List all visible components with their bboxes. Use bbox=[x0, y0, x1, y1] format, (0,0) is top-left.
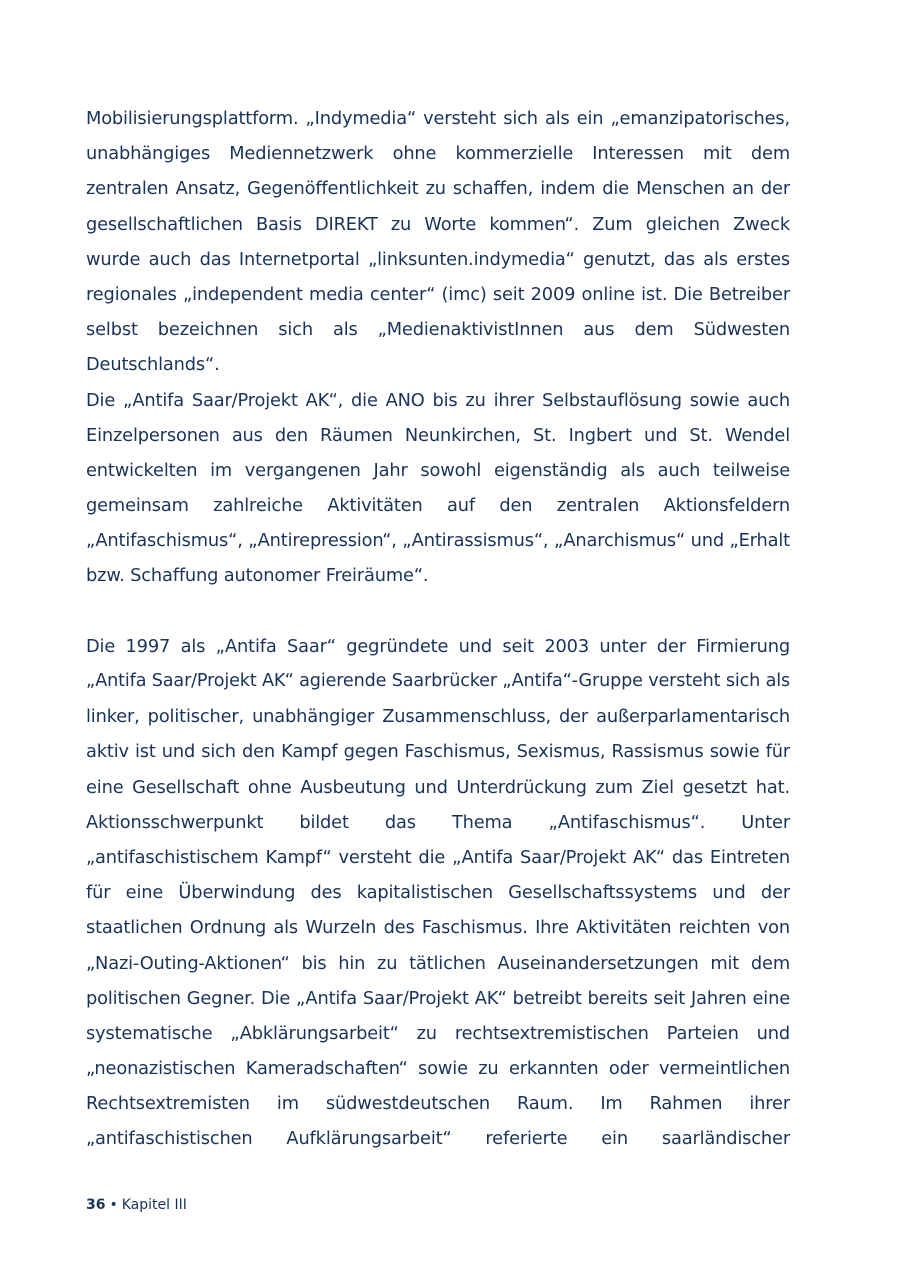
text-line: zentralen Ansatz, Gegenöffentlichkeit zu schaffen, indem die Menschen an der bbox=[86, 178, 790, 200]
text-line: linker, politischer, unabhängiger Zusammenschluss, der außerparlamentarisch bbox=[86, 706, 790, 728]
text-line: „antifaschistischen Aufklärungsarbeit“ referierte ein saarländischer bbox=[86, 1128, 790, 1150]
page-footer bbox=[86, 1197, 187, 1213]
text-line: „antifaschistischem Kampf“ versteht die „Antifa Saar/Projekt AK“ das Eintreten bbox=[86, 846, 790, 868]
text-line: Mobilisierungsplattform. „Indymedia“ versteht sich als ein „emanzipatorisches, bbox=[86, 108, 790, 129]
text-line: unabhängiges Mediennetzwerk ohne kommerzielle Interessen mit dem bbox=[86, 143, 790, 165]
text-line: „neonazistischen Kameradschaften“ sowie zu erkannten oder vermeintlichen bbox=[86, 1058, 790, 1080]
text-line: Aktionsschwerpunkt bildet das Thema „Antifaschismus“. Unter bbox=[86, 811, 790, 833]
chapter-label: Kapitel III bbox=[121, 1197, 187, 1213]
text-line: politischen Gegner. Die „Antifa Saar/Projekt AK“ betreibt bereits seit Jahren eine bbox=[86, 987, 790, 1009]
text-line: bzw. Schaffung autonomer Freiräume“. bbox=[86, 565, 429, 587]
text-line: gesellschaftlichen Basis DIREKT zu Worte kommen“. Zum gleichen Zweck bbox=[86, 213, 790, 235]
text-line: gemeinsam zahlreiche Aktivitäten auf den zentralen Aktionsfeldern bbox=[86, 495, 790, 517]
text-line: Deutschlands“. bbox=[86, 354, 220, 376]
body-text bbox=[86, 101, 790, 1157]
text-line: selbst bezeichnen sich als „MedienaktivistInnen aus dem Südwesten bbox=[86, 319, 790, 341]
text-line: eine Gesellschaft ohne Ausbeutung und Unterdrückung zum Ziel gesetzt hat. bbox=[86, 776, 790, 798]
text-line: „Antifa Saar/Projekt AK“ agierende Saarbrücker „Antifa“-Gruppe versteht sich als bbox=[86, 671, 790, 691]
text-line: Die „Antifa Saar/Projekt AK“, die ANO bis zu ihrer Selbstauflösung sowie auch bbox=[86, 389, 790, 411]
text-line: Rechtsextremisten im südwestdeutschen Raum. Im Rahmen ihrer bbox=[86, 1093, 790, 1115]
text-line: aktiv ist und sich den Kampf gegen Faschismus, Sexismus, Rassismus sowie für bbox=[86, 741, 790, 763]
page-number: 36 bbox=[86, 1197, 106, 1213]
text-line: „Nazi-Outing-Aktionen“ bis hin zu tätlichen Auseinandersetzungen mit dem bbox=[86, 952, 790, 974]
text-line: regionales „independent media center“ (imc) seit 2009 online ist. Die Betreiber bbox=[86, 283, 790, 305]
text-line: wurde auch das Internetportal „linksunten.indymedia“ genutzt, das als erstes bbox=[86, 248, 790, 270]
text-line: für eine Überwindung des kapitalistischen Gesellschaftssystems und der bbox=[86, 882, 790, 904]
footer-separator: • bbox=[109, 1197, 118, 1213]
text-line: staatlichen Ordnung als Wurzeln des Faschismus. Ihre Aktivitäten reichten von bbox=[86, 917, 790, 939]
text-line: Die 1997 als „Antifa Saar“ gegründete und seit 2003 unter der Firmierung bbox=[86, 635, 790, 657]
text-line: Einzelpersonen aus den Räumen Neunkirchen, St. Ingbert und St. Wendel bbox=[86, 424, 790, 446]
text-line: „Antifaschismus“, „Antirepression“, „Antirassismus“, „Anarchismus“ und „Erhalt bbox=[86, 530, 790, 552]
text-line: entwickelten im vergangenen Jahr sowohl eigenständig als auch teilweise bbox=[86, 459, 790, 481]
paragraph-gap bbox=[86, 594, 790, 629]
text-line: systematische „Abklärungsarbeit“ zu rechtsextremistischen Parteien und bbox=[86, 1022, 790, 1044]
